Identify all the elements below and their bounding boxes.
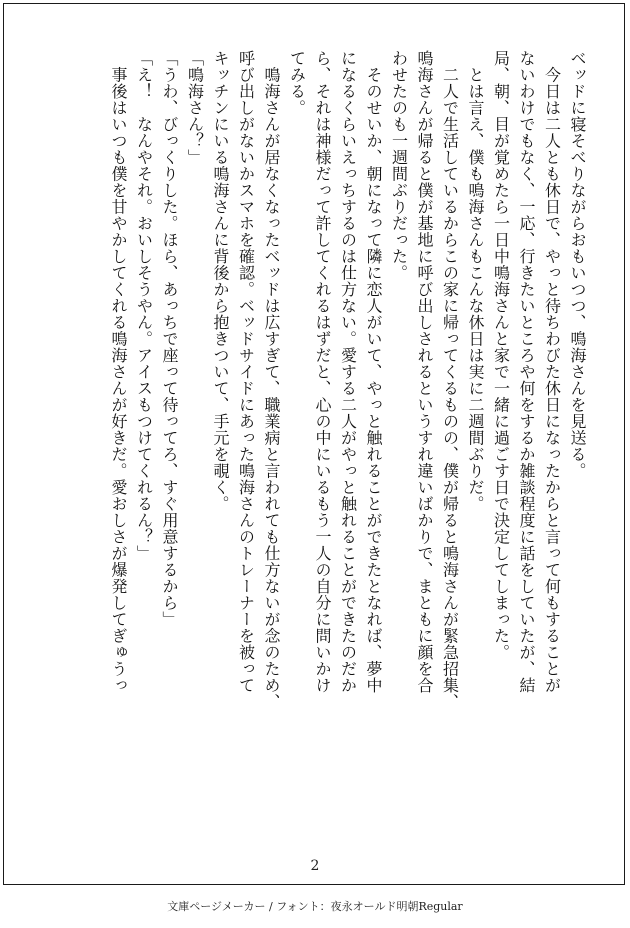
page-frame [3, 3, 625, 885]
text-line: 鳴海さんが居なくなったベッドは広すぎて、職業病と言われても仕方ないが念のため、 [262, 50, 281, 710]
text-line: ら、それは神様だって許してくれるはずだと、心の中にいるもう一人の自分に問いかけ [313, 50, 332, 694]
text-line: 今日は二人とも休日で、やっと待ちわびた休日になったからと言って何もすることが [542, 50, 562, 694]
page-number: 2 [310, 858, 320, 874]
vertical-text-body [42, 50, 590, 850]
text-line: わせたのも一週間ぶりだった。 [389, 50, 409, 281]
text-line: 事後はいつも僕を甘やかしてくれる鳴海さんが好きだ。愛おしさが爆発してぎゅうっ [109, 50, 128, 694]
text-line: になるくらいえっちするのは仕方ない。愛する二人がやっと触れることができたのだか [338, 50, 358, 694]
text-line: とは言え、僕も鳴海さんもこんな休日は実に二週間ぶりだ。 [466, 50, 485, 512]
text-line: 「うわ、びっくりした。ほら、あっちで座って待ってろ、すぐ用意するから」 [160, 50, 179, 628]
text-line: 鳴海さんが帰ると僕が基地に呼び出しされるというすれ違いばかりで、まともに顔を合 [415, 50, 434, 694]
text-line: 「鳴海さん？」 [185, 50, 205, 166]
text-line: ベッドに寝そべりながらおもいつつ、鳴海さんを見送る。 [568, 50, 587, 479]
text-line: 局、朝、目が覚めたら一日中鳴海さんと家で一緒に過ごす日で決定してしまった。 [491, 50, 511, 661]
credit-footer: 文庫ページメーカー / フォント：夜永オールド明朝Regular [167, 900, 463, 913]
text-line: 二人で生活しているからこの家に帰ってくるものの、僕が帰ると鳴海さんが緊急招集、 [440, 50, 460, 710]
text-line: ないわけでもなく、一応、行きたいところや何をするか雑談程度に話をしていたが、結 [517, 50, 536, 694]
text-line: 呼び出しがないかスマホを確認。ベッドサイドにあった鳴海さんのトレーナーを被って [236, 50, 256, 694]
text-line: そのせいか、朝になって隣に恋人がいて、やっと触れることができたとなれば、夢中 [364, 50, 383, 694]
text-line: キッチンにいる鳴海さんに背後から抱きついて、手元を覗く。 [211, 50, 230, 512]
text-line: てみる。 [287, 50, 307, 116]
text-line: 「え！ なんやそれ。おいしそうやん。アイスもつけてくれるん？」 [134, 50, 154, 562]
